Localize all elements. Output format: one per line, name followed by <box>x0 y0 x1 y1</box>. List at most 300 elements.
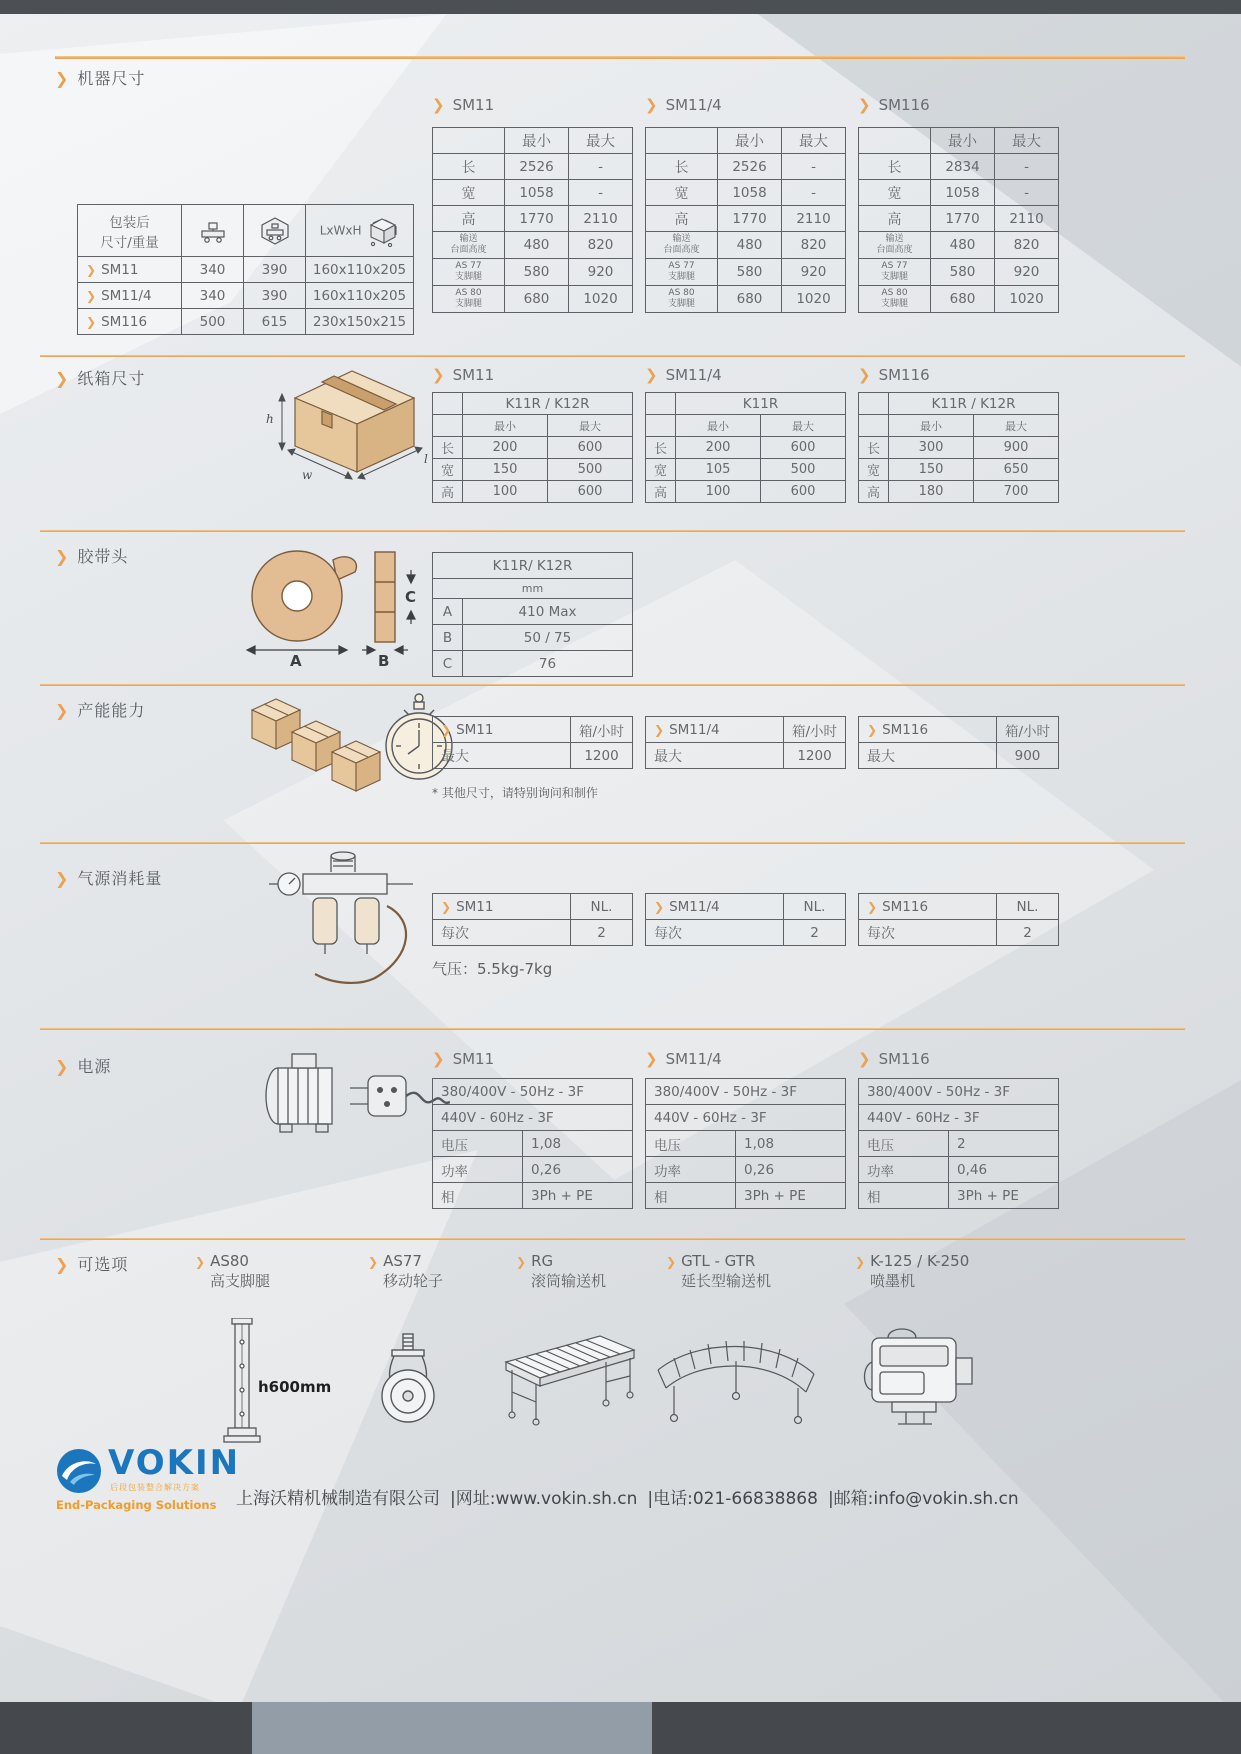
row-label: 高 <box>859 206 931 232</box>
machine-weight-icon <box>182 205 244 257</box>
option-code: GTL - GTR <box>681 1252 756 1270</box>
chevron-icon: ❯ <box>86 262 97 277</box>
cell: 76 <box>463 651 633 677</box>
voltage-spec-row: 380/400V - 50Hz - 3F <box>433 1079 633 1105</box>
vokin-logo <box>56 1443 241 1512</box>
email-text: |邮箱:info@vokin.sh.cn <box>827 1489 1019 1509</box>
capacity-table-sm11 <box>432 716 633 769</box>
chevron-icon: ❯ <box>867 722 878 737</box>
model-name-cell <box>859 894 997 920</box>
chevron-icon: ❯ <box>654 722 665 737</box>
option-code: AS80 <box>210 1252 249 1270</box>
row-label <box>859 259 931 286</box>
cell <box>433 415 463 437</box>
section-title-text: 气源消耗量 <box>77 869 163 888</box>
tape-dim-label-c: C <box>405 588 417 606</box>
cell: 1058 <box>718 180 782 206</box>
row-label: 高 <box>859 481 889 503</box>
model-name: SM11 <box>456 721 494 738</box>
model-name-cell <box>78 257 182 283</box>
chevron-icon: ❯ <box>195 1255 206 1269</box>
cell <box>433 393 463 415</box>
row-label: 长 <box>646 154 718 180</box>
dim-label-h: h <box>266 412 274 426</box>
capacity-table-sm116 <box>858 716 1059 769</box>
unit-header: 箱/小时 <box>997 717 1059 743</box>
power-table-sm11-4 <box>645 1078 846 1209</box>
cell: 500 <box>182 309 244 335</box>
cell: 390 <box>244 257 306 283</box>
cell: 600 <box>761 481 846 503</box>
row-label <box>646 259 718 286</box>
model-name: SM116 <box>878 1050 930 1068</box>
unit-header: 箱/小时 <box>571 717 633 743</box>
row-label-line: 支脚腿 <box>454 299 482 309</box>
section-title-carton-size <box>55 366 145 389</box>
row-label <box>433 232 505 259</box>
roller-conveyor-illustration <box>498 1326 640 1426</box>
chevron-icon: ❯ <box>645 366 658 384</box>
option-code: RG <box>531 1252 554 1270</box>
row-label: 宽 <box>859 180 931 206</box>
website-text: |网址:www.vokin.sh.cn <box>450 1489 638 1509</box>
chevron-icon: ❯ <box>654 899 665 914</box>
background-facet <box>0 1150 683 1710</box>
row-label-line: 台面高度 <box>663 245 700 255</box>
chevron-icon: ❯ <box>86 314 97 329</box>
cell: 900 <box>974 437 1059 459</box>
section-title-text: 电源 <box>77 1057 112 1076</box>
cell: 700 <box>974 481 1059 503</box>
row-label: B <box>433 625 463 651</box>
unit-header: mm <box>433 579 633 599</box>
cell: 160x110x205 <box>306 283 414 309</box>
model-name: SM116 <box>878 366 930 384</box>
cell: 1200 <box>571 743 633 769</box>
cell: 1,08 <box>736 1131 846 1157</box>
divider <box>40 684 1185 686</box>
row-label: 相 <box>859 1183 949 1209</box>
chevron-icon: ❯ <box>55 1255 70 1274</box>
cell: 580 <box>718 259 782 286</box>
model-name: SM11/4 <box>669 721 720 738</box>
voltage-spec-row: 380/400V - 50Hz - 3F <box>859 1079 1059 1105</box>
cell: 300 <box>889 437 974 459</box>
box-dims-header <box>306 205 414 257</box>
machine-size-table-sm11-4 <box>645 127 846 313</box>
cell: 160x110x205 <box>306 257 414 283</box>
cell: 480 <box>505 232 569 259</box>
cell: 480 <box>718 232 782 259</box>
cell: 0,46 <box>949 1157 1059 1183</box>
col-header-max: 最大 <box>995 128 1059 154</box>
model-title-sm11-4 <box>645 96 722 114</box>
row-label-line: AS 77 <box>881 261 908 272</box>
option-rg <box>516 1252 606 1291</box>
cell: 600 <box>548 481 633 503</box>
chevron-icon: ❯ <box>858 1050 871 1068</box>
model-name: SM11/4 <box>669 898 720 915</box>
chevron-icon: ❯ <box>516 1255 527 1269</box>
row-label: 每次 <box>646 920 784 946</box>
chevron-icon: ❯ <box>432 1050 445 1068</box>
chevron-icon: ❯ <box>55 547 70 566</box>
cell: 680 <box>931 286 995 313</box>
cell: 2110 <box>995 206 1059 232</box>
row-label: 高 <box>433 481 463 503</box>
cell: 580 <box>931 259 995 286</box>
caster-wheel-illustration <box>372 1332 444 1430</box>
packing-header-line: 尺寸/重量 <box>100 234 159 251</box>
cell: 600 <box>548 437 633 459</box>
option-label: 滚筒输送机 <box>531 1272 607 1290</box>
row-label: 长 <box>859 154 931 180</box>
dim-label-l: l <box>424 452 428 466</box>
model-name-cell <box>646 717 784 743</box>
air-table-sm11 <box>432 893 633 946</box>
cell: 2526 <box>718 154 782 180</box>
cell: - <box>782 180 846 206</box>
col-header-min: 最小 <box>463 415 548 437</box>
tape-head-table <box>432 552 633 677</box>
cell: 580 <box>505 259 569 286</box>
power-table-sm116 <box>858 1078 1059 1209</box>
cell: 1020 <box>782 286 846 313</box>
crate-box-icon <box>365 215 399 247</box>
row-label-line: AS 77 <box>668 261 695 272</box>
row-label-line: 支脚腿 <box>667 272 695 282</box>
section-title-power <box>55 1054 111 1077</box>
cell: 680 <box>505 286 569 313</box>
section-title-capacity <box>55 698 145 721</box>
cell: 600 <box>761 437 846 459</box>
cell: 2110 <box>782 206 846 232</box>
row-label: 相 <box>433 1183 523 1209</box>
cell <box>433 128 505 154</box>
model-name-cell <box>433 894 571 920</box>
row-label: 长 <box>433 154 505 180</box>
option-gtl-gtr <box>666 1252 771 1291</box>
dim-label-w: w <box>302 468 313 482</box>
row-label-line: AS 80 <box>455 288 482 299</box>
cell: - <box>995 180 1059 206</box>
model-title-sm116 <box>858 96 930 114</box>
row-label: 宽 <box>646 459 676 481</box>
row-label: 高 <box>646 206 718 232</box>
unit-header: NL. <box>784 894 846 920</box>
option-label: 高支脚腿 <box>210 1272 271 1290</box>
cell: 2 <box>784 920 846 946</box>
bottom-bar-segment <box>0 1702 252 1754</box>
cell: 100 <box>676 481 761 503</box>
row-label: 宽 <box>433 459 463 481</box>
model-name: SM11 <box>452 96 495 114</box>
capacity-table-sm11-4 <box>645 716 846 769</box>
col-header-min: 最小 <box>676 415 761 437</box>
row-label: 每次 <box>433 920 571 946</box>
cell: 390 <box>244 283 306 309</box>
machine-size-table-sm11 <box>432 127 633 313</box>
row-label: C <box>433 651 463 677</box>
chevron-icon: ❯ <box>666 1255 677 1269</box>
cell: 1200 <box>784 743 846 769</box>
cell: 820 <box>782 232 846 259</box>
model-name-cell <box>433 717 571 743</box>
model-name: SM11 <box>452 366 495 384</box>
model-name-cell <box>78 309 182 335</box>
model-name-cell <box>859 717 997 743</box>
chevron-icon: ❯ <box>86 288 97 303</box>
packing-header <box>78 205 182 257</box>
cell: 650 <box>974 459 1059 481</box>
cell: 920 <box>569 259 633 286</box>
carton-size-table-sm116 <box>858 392 1059 503</box>
model-title-sm11 <box>432 1050 494 1068</box>
row-label: A <box>433 599 463 625</box>
model-title-sm116 <box>858 1050 930 1068</box>
model-name: SM116 <box>101 313 148 330</box>
cell: 480 <box>931 232 995 259</box>
air-table-sm116 <box>858 893 1059 946</box>
chevron-icon: ❯ <box>55 869 70 888</box>
row-label-line: AS 80 <box>668 288 695 299</box>
chevron-icon: ❯ <box>855 1255 866 1269</box>
leg-height-label: h600mm <box>258 1378 332 1396</box>
row-label: 宽 <box>859 459 889 481</box>
tape-type-header: K11R / K12R <box>463 393 633 415</box>
model-title-sm11 <box>432 366 494 384</box>
chevron-icon: ❯ <box>55 69 70 88</box>
model-name: SM116 <box>882 721 929 738</box>
row-label <box>646 286 718 313</box>
section-title-text: 可选项 <box>77 1255 129 1274</box>
row-label-line: 支脚腿 <box>667 299 695 309</box>
cell: 0,26 <box>523 1157 633 1183</box>
row-label: 最大 <box>859 743 997 769</box>
cell: 2 <box>571 920 633 946</box>
chevron-icon: ❯ <box>858 96 871 114</box>
row-label <box>859 286 931 313</box>
col-header-min: 最小 <box>931 128 995 154</box>
cell: 50 / 75 <box>463 625 633 651</box>
col-header-max: 最大 <box>974 415 1059 437</box>
row-label-line: AS 77 <box>455 261 482 272</box>
tape-type-header: K11R / K12R <box>889 393 1059 415</box>
cell: 2834 <box>931 154 995 180</box>
cell: 340 <box>182 283 244 309</box>
bottom-bar-segment <box>252 1702 652 1754</box>
cell: 2 <box>949 1131 1059 1157</box>
row-label-line: 输送 <box>672 234 691 245</box>
section-title-text: 胶带头 <box>77 547 129 566</box>
voltage-spec-row: 380/400V - 50Hz - 3F <box>646 1079 846 1105</box>
row-label: 电压 <box>433 1131 523 1157</box>
carton-size-table-sm11-4 <box>645 392 846 503</box>
cell: 3Ph + PE <box>523 1183 633 1209</box>
divider <box>40 842 1185 844</box>
cell: 820 <box>995 232 1059 259</box>
chevron-icon: ❯ <box>858 366 871 384</box>
brand-name: VOKIN <box>108 1443 241 1483</box>
cell: 150 <box>889 459 974 481</box>
row-label: 最大 <box>433 743 571 769</box>
row-label: 长 <box>646 437 676 459</box>
cell: 1,08 <box>523 1131 633 1157</box>
cell: 230x150x215 <box>306 309 414 335</box>
model-title-sm11-4 <box>645 1050 722 1068</box>
row-label: 最大 <box>646 743 784 769</box>
row-label-line: 输送 <box>459 234 478 245</box>
model-name: SM116 <box>882 898 929 915</box>
cell: 200 <box>676 437 761 459</box>
chevron-icon: ❯ <box>432 96 445 114</box>
section-title-air <box>55 866 162 889</box>
tape-type-header: K11R <box>676 393 846 415</box>
row-label: 电压 <box>646 1131 736 1157</box>
section-title-machine-size <box>55 66 145 89</box>
model-title-sm11 <box>432 96 494 114</box>
voltage-spec-row: 440V - 60Hz - 3F <box>433 1105 633 1131</box>
cell <box>859 393 889 415</box>
row-label: 宽 <box>646 180 718 206</box>
cell: 150 <box>463 459 548 481</box>
model-name-cell <box>78 283 182 309</box>
top-bar <box>0 0 1241 14</box>
cell: 900 <box>997 743 1059 769</box>
packed-size-weight-table <box>77 204 414 335</box>
cell <box>646 128 718 154</box>
chevron-icon: ❯ <box>867 899 878 914</box>
row-label-line: 支脚腿 <box>880 299 908 309</box>
row-label: 功率 <box>433 1157 523 1183</box>
divider <box>40 355 1185 357</box>
row-label <box>433 286 505 313</box>
cell: 100 <box>463 481 548 503</box>
unit-header: NL. <box>997 894 1059 920</box>
air-pressure-note: 气压：5.5kg-7kg <box>432 960 553 978</box>
voltage-spec-row: 440V - 60Hz - 3F <box>646 1105 846 1131</box>
company-name: 上海沃精机械制造有限公司 <box>236 1489 440 1509</box>
voltage-spec-row: 440V - 60Hz - 3F <box>859 1105 1059 1131</box>
cell: 200 <box>463 437 548 459</box>
cell: 0,26 <box>736 1157 846 1183</box>
col-header-max: 最大 <box>782 128 846 154</box>
tape-dim-label-b: B <box>378 652 390 670</box>
model-name: SM116 <box>878 96 930 114</box>
cell: 1770 <box>931 206 995 232</box>
brand-slogan-cn: 后段包装整合解决方案 <box>110 1482 200 1492</box>
divider <box>55 56 1185 59</box>
row-label-line: 支脚腿 <box>454 272 482 282</box>
model-name: SM11/4 <box>665 96 722 114</box>
cell <box>646 415 676 437</box>
carton-size-table-sm11 <box>432 392 633 503</box>
model-title-sm116 <box>858 366 930 384</box>
motor-plug-illustration <box>250 1044 450 1144</box>
phone-text: |电话:021-66838868 <box>647 1489 818 1509</box>
col-header-min: 最小 <box>718 128 782 154</box>
model-name: SM11/4 <box>101 287 152 304</box>
row-label: 电压 <box>859 1131 949 1157</box>
cell: - <box>569 180 633 206</box>
option-label: 喷墨机 <box>870 1272 916 1290</box>
cell: 1020 <box>995 286 1059 313</box>
row-label: 长 <box>859 437 889 459</box>
row-label-line: 支脚腿 <box>880 272 908 282</box>
cell: 340 <box>182 257 244 283</box>
col-header-max: 最大 <box>569 128 633 154</box>
row-label-line: 输送 <box>885 234 904 245</box>
option-as77 <box>368 1252 443 1291</box>
bottom-bar-segment <box>652 1702 1241 1754</box>
cell: 3Ph + PE <box>736 1183 846 1209</box>
unit-header: 箱/小时 <box>784 717 846 743</box>
section-title-options <box>55 1252 128 1275</box>
option-code: K-125 / K-250 <box>870 1252 970 1270</box>
cell: 615 <box>244 309 306 335</box>
row-label: 功率 <box>646 1157 736 1183</box>
row-label: 功率 <box>859 1157 949 1183</box>
cell: 1770 <box>505 206 569 232</box>
row-label: 长 <box>433 437 463 459</box>
cell: - <box>782 154 846 180</box>
cell: 180 <box>889 481 974 503</box>
lxwxh-label: LxWxH <box>319 223 362 237</box>
col-header-min: 最小 <box>889 415 974 437</box>
option-code: AS77 <box>383 1252 422 1270</box>
row-label-line: 台面高度 <box>876 245 913 255</box>
brand-slogan-en: End-Packaging Solutions <box>56 1497 217 1512</box>
power-table-sm11 <box>432 1078 633 1209</box>
section-title-text: 纸箱尺寸 <box>77 369 146 388</box>
section-title-text: 产能能力 <box>77 701 146 720</box>
row-label-line: 台面高度 <box>450 245 487 255</box>
cell: 1058 <box>505 180 569 206</box>
vokin-logo-icon <box>56 1448 102 1494</box>
section-title-text: 机器尺寸 <box>77 69 146 88</box>
cell: 3Ph + PE <box>949 1183 1059 1209</box>
carton-box-illustration <box>262 358 440 480</box>
cell: 2110 <box>569 206 633 232</box>
machine-size-table-sm116 <box>858 127 1059 313</box>
cell: 410 Max <box>463 599 633 625</box>
row-label-line: AS 80 <box>881 288 908 299</box>
option-label: 延长型输送机 <box>681 1272 772 1290</box>
row-label <box>646 232 718 259</box>
company-info-line <box>236 1484 1029 1509</box>
model-name: SM11 <box>456 898 494 915</box>
cell: 2526 <box>505 154 569 180</box>
cell: 105 <box>676 459 761 481</box>
model-name: SM11/4 <box>665 366 722 384</box>
divider <box>40 1028 1185 1030</box>
chevron-icon: ❯ <box>368 1255 379 1269</box>
chevron-icon: ❯ <box>441 899 452 914</box>
model-name: SM11/4 <box>665 1050 722 1068</box>
boxes-stopwatch-illustration <box>238 688 456 796</box>
unit-header: NL. <box>571 894 633 920</box>
chevron-icon: ❯ <box>55 369 70 388</box>
chevron-icon: ❯ <box>645 1050 658 1068</box>
row-label: 高 <box>433 206 505 232</box>
air-unit-illustration <box>263 846 428 991</box>
divider <box>40 1238 1185 1240</box>
cell: 920 <box>782 259 846 286</box>
row-label: 相 <box>646 1183 736 1209</box>
model-name: SM11 <box>452 1050 495 1068</box>
cell: 500 <box>548 459 633 481</box>
row-label <box>859 232 931 259</box>
